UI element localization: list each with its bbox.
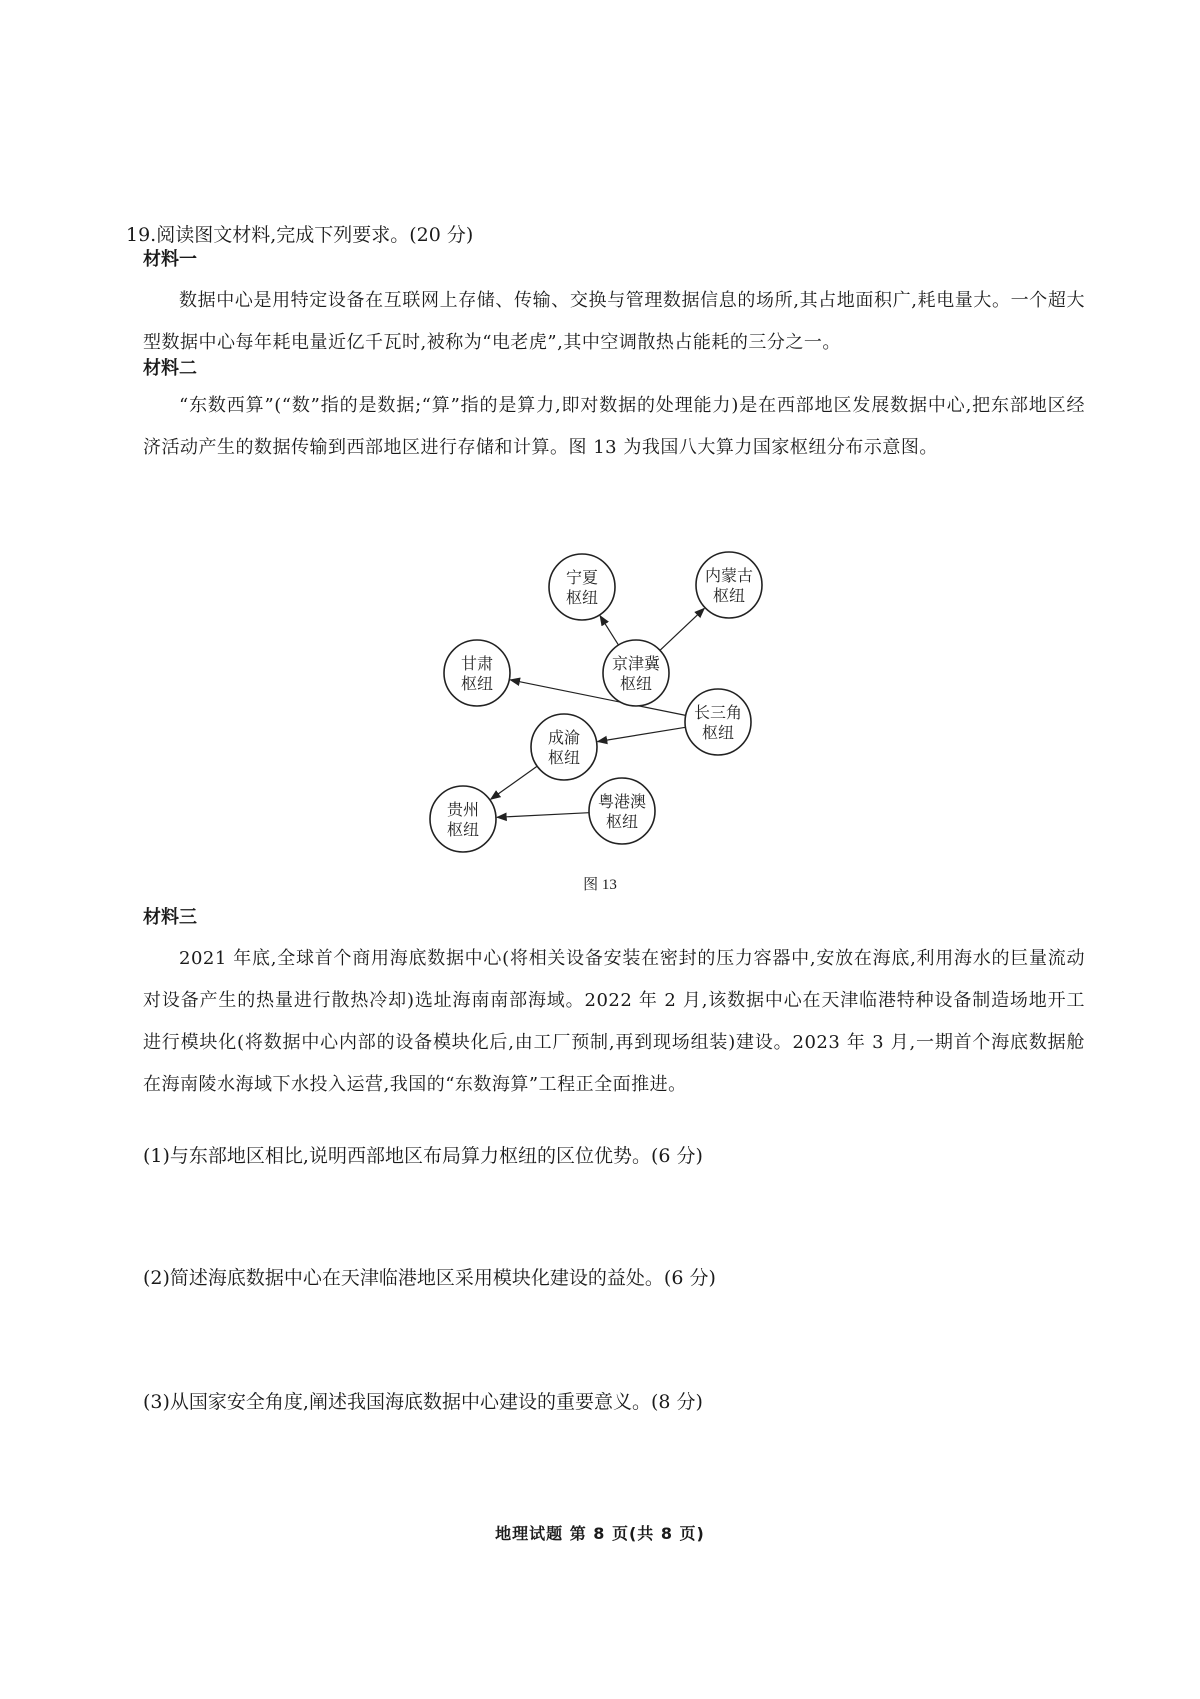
arrow-jingjinji-to-neimenggu	[660, 608, 704, 650]
hub-node-guizhou	[430, 786, 496, 852]
hub-label: 枢纽	[712, 586, 746, 605]
hub-label: 长三角	[693, 703, 743, 722]
hub-label: 京津冀	[611, 654, 661, 673]
hub-label: 枢纽	[460, 674, 494, 693]
hub-label: 枢纽	[565, 588, 599, 607]
hub-circle	[549, 554, 615, 620]
material1-text: 数据中心是用特定设备在互联网上存储、传输、交换与管理数据信息的场所,其占地面积广,耗电量大。一个超大型数据中心每年耗电量近亿千瓦时,被称为“电老虎”,其中空调散热占能耗的三分之一。	[143, 290, 1085, 353]
material2-title: 材料二	[143, 358, 197, 379]
hub-circle	[603, 640, 669, 706]
material2-text: “东数西算”(“数”指的是数据;“算”指的是算力,即对数据的处理能力)是在西部地区发展数据中心,把东部地区经济活动产生的数据传输到西部地区进行存储和计算。图 13 为我国八大算力国家枢纽分布示意图。	[143, 395, 1085, 458]
arrow-jingjinji-to-ningxia	[600, 616, 618, 645]
hub-label: 粤港澳	[597, 792, 647, 811]
hub-node-ningxia	[549, 554, 615, 620]
hub-circle	[430, 786, 496, 852]
hub-label: 枢纽	[605, 812, 639, 831]
material3-text: 2021 年底,全球首个商用海底数据中心(将相关设备安装在密封的压力容器中,安放在海底,利用海水的巨量流动对设备产生的热量进行散热冷却)选址海南南部海域。2022 年 2 月,该数据中心在天津临港特种设备制造场地开工进行模块化(将数据中心内部的设备模块化后,由工厂预制,再到现场组装)建设。2023 年 3 月,一期首个海底数据舱在海南陵水海域下水投入运营,我国的“东数海算”工程正全面推进。	[143, 948, 1085, 1095]
hub-network-diagram	[420, 540, 780, 860]
hub-circle	[531, 714, 597, 780]
hub-node-jingjinji	[603, 640, 669, 706]
hub-circle	[444, 640, 510, 706]
arrow-yuegangao-to-guizhou	[497, 813, 589, 818]
arrow-changsanjiao-to-chengyu	[598, 727, 686, 741]
hub-label: 枢纽	[619, 674, 653, 693]
page-footer: 地理试题 第 8 页(共 8 页)	[495, 1524, 705, 1543]
subquestion-3: (3)从国家安全角度,阐述我国海底数据中心建设的重要意义。(8 分)	[143, 1391, 703, 1413]
subquestion-1: (1)与东部地区相比,说明西部地区布局算力枢纽的区位优势。(6 分)	[143, 1145, 703, 1167]
hub-circle	[589, 778, 655, 844]
edges-layer	[491, 608, 705, 817]
hub-circle	[685, 689, 751, 755]
hub-node-chengyu	[531, 714, 597, 780]
arrow-chengyu-to-guizhou	[491, 766, 537, 799]
nodes-layer	[430, 552, 762, 852]
hub-label: 宁夏	[565, 568, 599, 587]
hub-label: 成渝	[547, 728, 581, 747]
hub-node-yuegangao	[589, 778, 655, 844]
hub-node-gansu	[444, 640, 510, 706]
hub-label: 甘肃	[460, 654, 494, 673]
subquestion-2: (2)简述海底数据中心在天津临港地区采用模块化建设的益处。(6 分)	[143, 1267, 716, 1289]
hub-label: 枢纽	[446, 820, 480, 839]
hub-node-neimenggu	[696, 552, 762, 618]
question-header: 19.阅读图文材料,完成下列要求。(20 分)	[126, 224, 474, 246]
material1-title: 材料一	[143, 249, 197, 270]
hub-node-changsanjiao	[685, 689, 751, 755]
material3-title: 材料三	[143, 907, 197, 928]
hub-label: 枢纽	[547, 748, 581, 767]
figure-caption: 图 13	[583, 877, 617, 893]
hub-label: 内蒙古	[704, 566, 754, 585]
hub-circle	[696, 552, 762, 618]
hub-label: 枢纽	[701, 723, 735, 742]
hub-label: 贵州	[446, 800, 480, 819]
